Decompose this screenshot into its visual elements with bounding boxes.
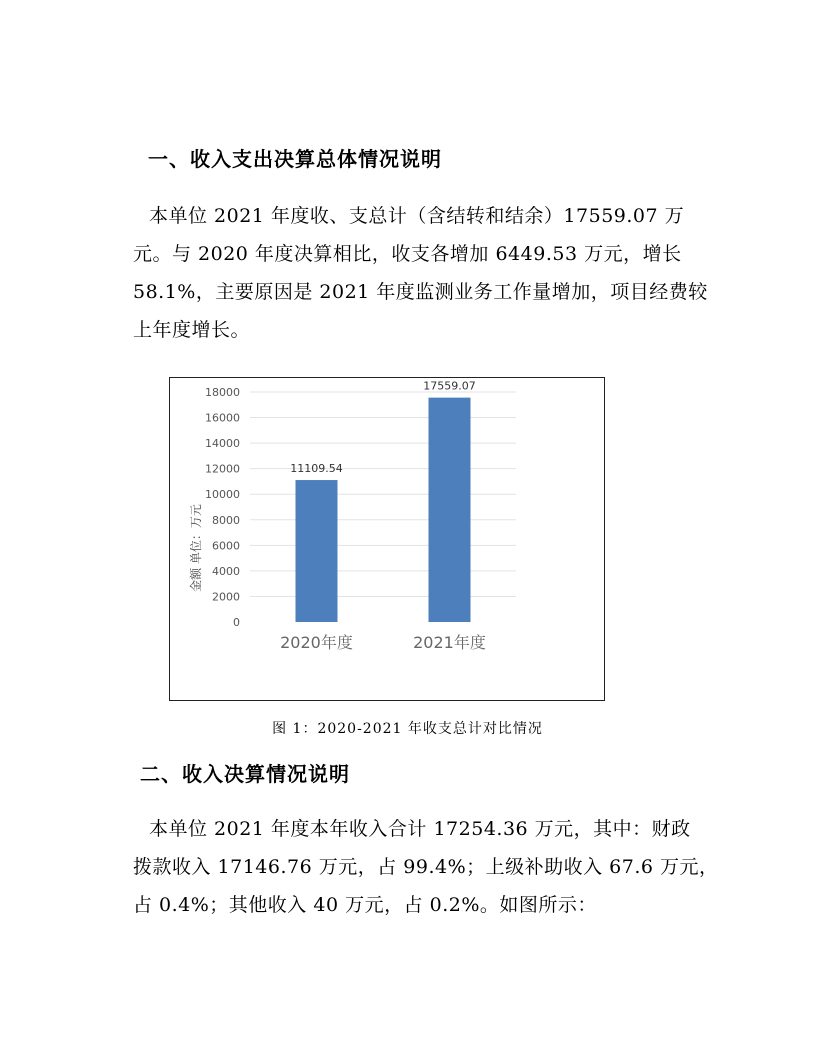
- y-tick-label: 2000: [212, 590, 240, 604]
- paragraph-line: 58.1%，主要原因是 2021 年度监测业务工作量增加，项目经费较: [133, 281, 708, 303]
- x-category-label: 2021年度: [413, 633, 486, 652]
- section-2-paragraph: [133, 810, 719, 924]
- figure-1-chart-frame: [169, 377, 605, 701]
- section-heading-1: 一、收入支出决算总体情况说明: [148, 147, 442, 171]
- y-tick-label: 16000: [205, 411, 240, 425]
- y-axis-label: 金额 单位：万元: [189, 504, 203, 592]
- paragraph-line: 元。与 2020 年度决算相比，收支各增加 6449.53 万元，增长: [133, 243, 682, 265]
- paragraph-line: 本单位 2021 年度收、支总计（含结转和结余）17559.07 万: [149, 205, 685, 227]
- section-heading-2: 二、收入决算情况说明: [140, 762, 350, 786]
- bars: [296, 398, 471, 622]
- bar: [429, 398, 471, 622]
- y-tick-label: 12000: [205, 462, 240, 476]
- y-tick-label: 0: [233, 616, 240, 629]
- bar-value-label: 17559.07: [423, 379, 476, 393]
- x-categories: [280, 633, 486, 652]
- x-category-label: 2020年度: [280, 633, 353, 652]
- bar-value-label: 11109.54: [290, 462, 343, 476]
- bar: [296, 480, 338, 622]
- y-tick-label: 18000: [205, 386, 240, 399]
- y-ticks: [205, 386, 240, 629]
- paragraph-line: 本单位 2021 年度本年收入合计 17254.36 万元，其中：财政: [149, 818, 691, 840]
- gridlines: [250, 392, 516, 596]
- y-tick-label: 8000: [212, 513, 240, 527]
- y-tick-label: 14000: [205, 437, 240, 451]
- paragraph-line: 占 0.4%；其他收入 40 万元，占 0.2%。如图所示：: [133, 894, 597, 916]
- section-1-paragraph: [133, 197, 708, 349]
- paragraph-line: 拨款收入 17146.76 万元，占 99.4%；上级补助收入 67.6 万元，: [133, 856, 719, 878]
- paragraph-line: 上年度增长。: [133, 319, 251, 341]
- y-tick-label: 10000: [205, 488, 240, 502]
- y-tick-label: 6000: [212, 539, 240, 553]
- y-tick-label: 4000: [212, 564, 240, 578]
- bar-chart: [170, 378, 604, 700]
- figure-1-caption: 图 1：2020-2021 年收支总计对比情况: [272, 721, 543, 737]
